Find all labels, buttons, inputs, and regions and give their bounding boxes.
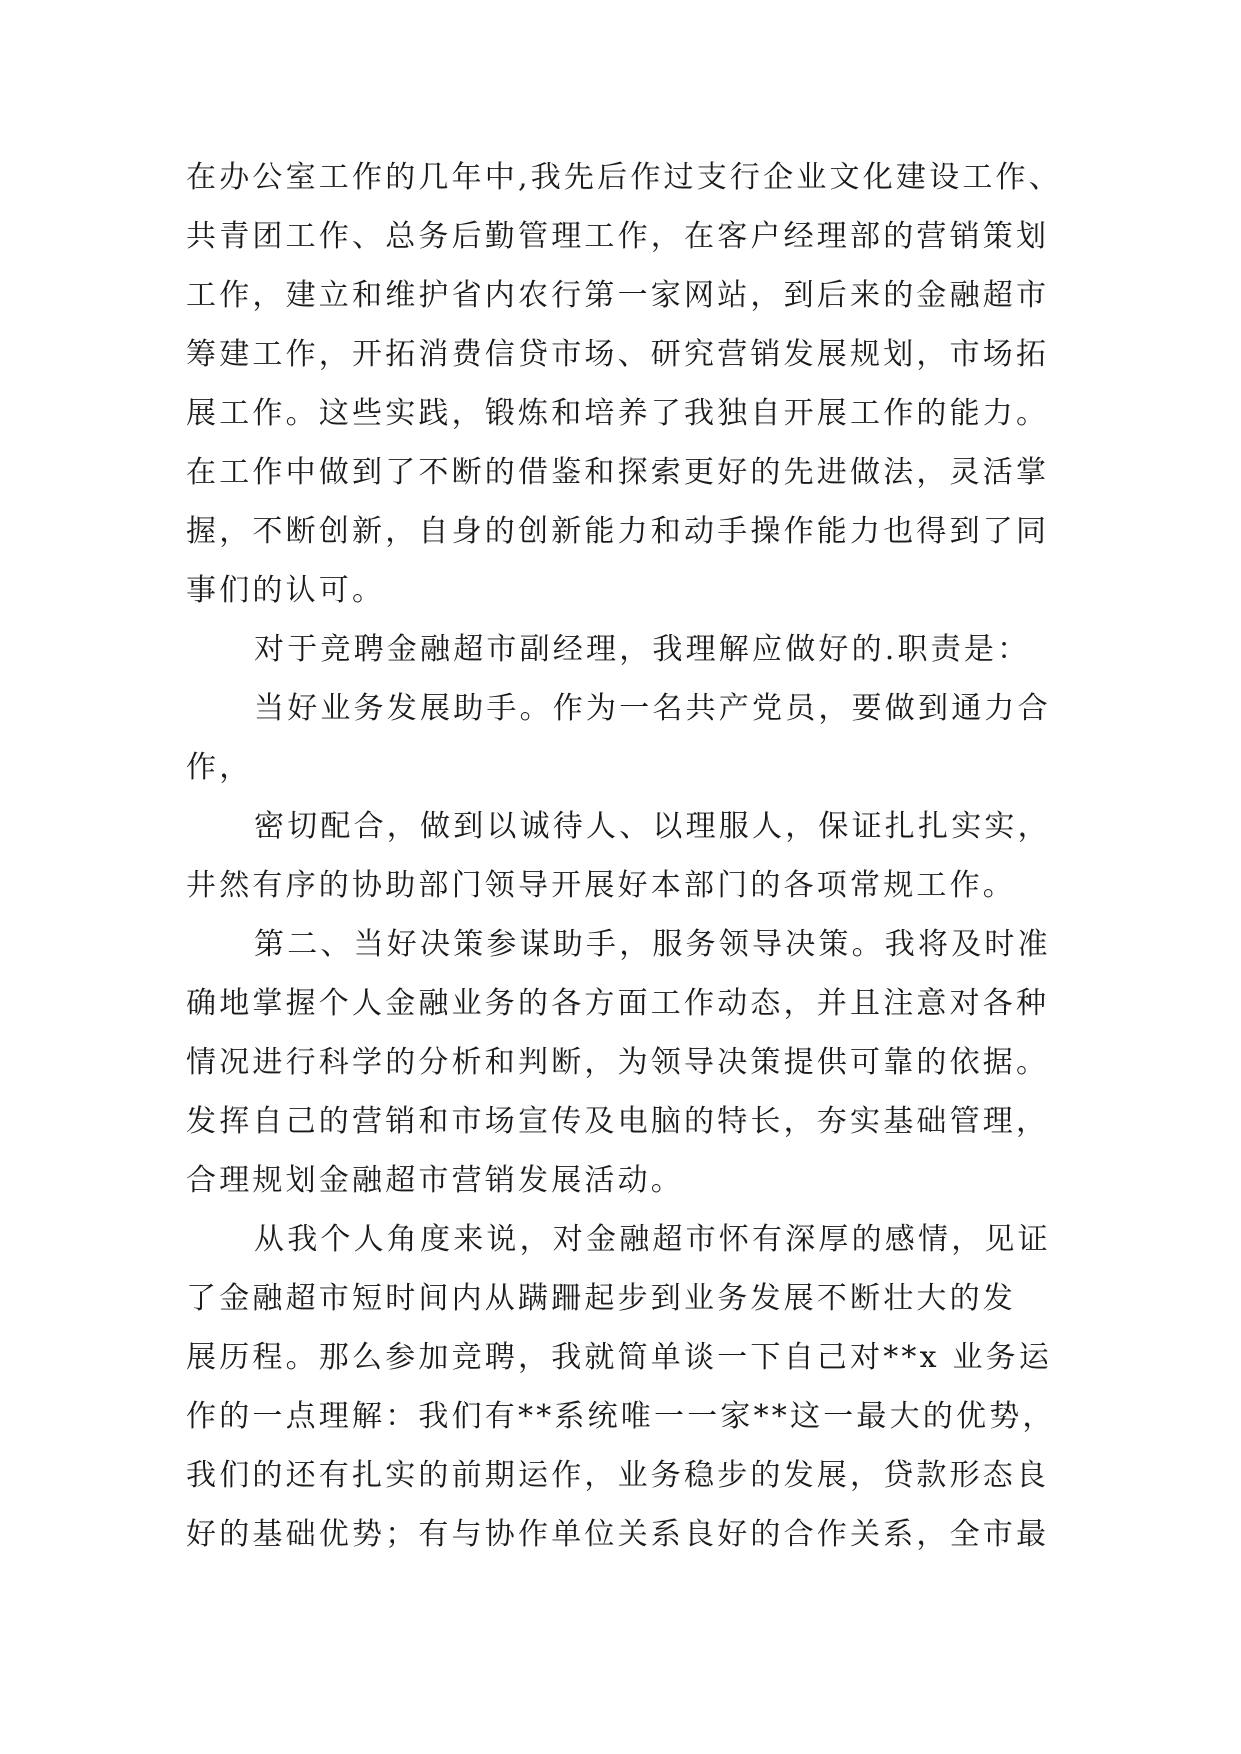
text-line: 工作，建立和维护省内农行第一家网站，到后来的金融超市 <box>186 278 1050 313</box>
text-line: 好的基础优势；有与协作单位关系良好的合作关系，全市最 <box>186 1517 1050 1552</box>
text-line: 展工作。这些实践，锻炼和培养了我独自开展工作的能力。 <box>186 396 1050 431</box>
text-line: 握，不断创新，自身的创新能力和动手操作能力也得到了同 <box>186 514 1050 549</box>
paragraph-start-line: 从我个人角度来说，对金融超市怀有深厚的感情，见证 <box>254 1222 1051 1257</box>
text-line: 情况进行科学的分析和判断，为领导决策提供可靠的依据。 <box>186 1045 1050 1080</box>
text-line: 确地掌握个人金融业务的各方面工作动态，并且注意对各种 <box>186 986 1050 1021</box>
document-body <box>186 148 1086 1564</box>
paragraph-start-line: 密切配合，做到以诚待人、以理服人，保证扎扎实实， <box>254 809 1051 844</box>
text-line: 作， <box>186 750 253 785</box>
text-line: 筹建工作，开拓消费信贷市场、研究营销发展规划，市场拓 <box>186 337 1050 372</box>
text-line: 我们的还有扎实的前期运作，业务稳步的发展，贷款形态良 <box>186 1458 1050 1493</box>
text-line: 井然有序的协助部门领导开展好本部门的各项常规工作。 <box>186 868 1016 903</box>
text-line: 事们的认可。 <box>186 573 386 608</box>
text-line: 共青团工作、总务后勤管理工作，在客户经理部的营销策划 <box>186 219 1050 254</box>
text-line: 在办公室工作的几年中,我先后作过支行企业文化建设工作、 <box>186 160 1062 195</box>
text-line: 作的一点理解：我们有**系统唯一一家**这一最大的优势， <box>186 1399 1056 1434</box>
paragraph-start-line: 对于竞聘金融超市副经理，我理解应做好的.职责是： <box>254 632 1031 667</box>
paragraph-start-line: 当好业务发展助手。作为一名共产党员，要做到通力合 <box>254 691 1051 726</box>
text-line: 在工作中做到了不断的借鉴和探索更好的先进做法，灵活掌 <box>186 455 1050 490</box>
text-line: 合理规划金融超市营销发展活动。 <box>186 1163 684 1198</box>
text-line: 了金融超市短时间内从蹒跚起步到业务发展不断壮大的发 <box>186 1281 1016 1316</box>
paragraph-start-line: 第二、当好决策参谋助手，服务领导决策。我将及时准 <box>254 927 1051 962</box>
text-line: 发挥自己的营销和市场宣传及电脑的特长，夯实基础管理， <box>186 1104 1050 1139</box>
text-line: 展历程。那么参加竞聘，我就简单谈一下自己对**x 业务运 <box>186 1340 1053 1375</box>
